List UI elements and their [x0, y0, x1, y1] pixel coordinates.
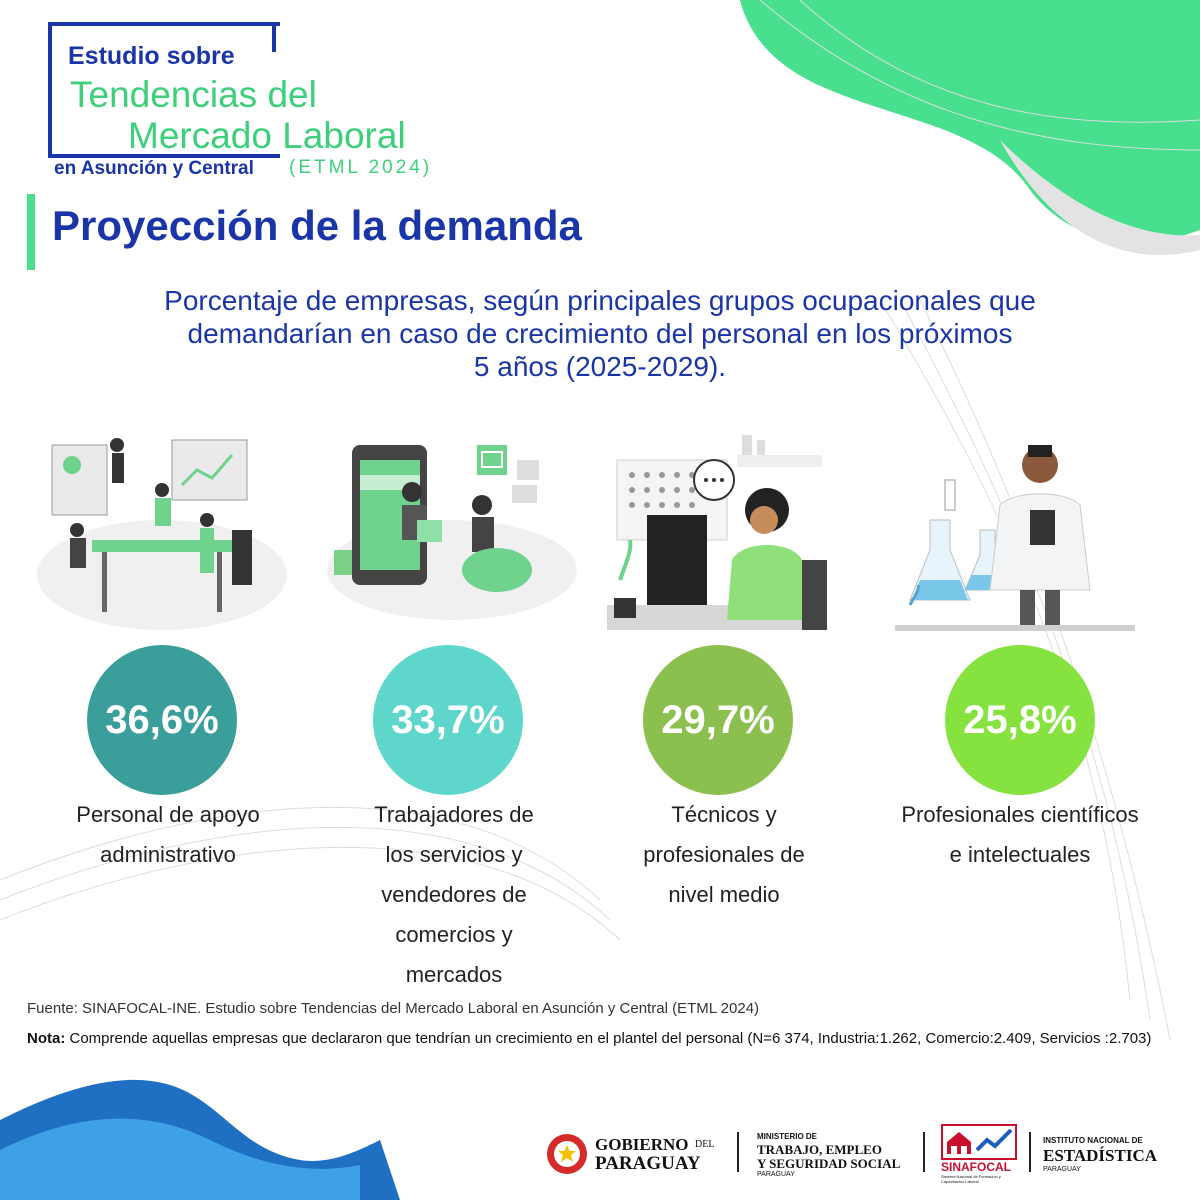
- top-right-green-blob: [740, 0, 1200, 242]
- gobierno-line1: GOBIERNO: [595, 1135, 689, 1154]
- category-label-line: Personal de apoyo: [76, 802, 260, 827]
- category-label-line: e intelectuales: [949, 842, 1091, 867]
- bottom-left-light-wave: [0, 1119, 360, 1200]
- value-label: 25,8%: [963, 697, 1077, 742]
- online-shopping-illustration: [322, 420, 582, 650]
- chart-title: [40, 284, 1160, 383]
- sinafocal-name: SINAFOCAL: [941, 1160, 1011, 1174]
- category-label: [880, 795, 1160, 875]
- office-team-illustration: [32, 420, 292, 650]
- category-label-line: los servicios y: [385, 842, 523, 867]
- chart-title-line: 5 años (2025-2029).: [473, 351, 727, 382]
- category-label: [324, 795, 584, 995]
- note-body: Comprende aquellas empresas que declararon que tendrían un crecimiento en el plantel del personal (N=6 374, Industria:1.262, Comercio:2.409, Servicios :2.703): [65, 1030, 1152, 1047]
- gobierno-del: DEL: [695, 1139, 715, 1150]
- category-label-line: profesionales de: [643, 842, 805, 867]
- ministerio-small: MINISTERIO DE: [757, 1132, 818, 1141]
- value-label: 29,7%: [661, 697, 775, 742]
- ine-small: INSTITUTO NACIONAL DE: [1043, 1136, 1143, 1145]
- study-title-line1: Tendencias del: [70, 74, 317, 115]
- institution-logos: [545, 1122, 1185, 1182]
- value-circle: [87, 645, 237, 795]
- gobierno-line2: PARAGUAY: [595, 1153, 701, 1174]
- category-label-line: nivel medio: [668, 882, 780, 907]
- ine-country: PARAGUAY: [1043, 1166, 1081, 1173]
- value-circle: [373, 645, 523, 795]
- source-text: Fuente: SINAFOCAL-INE. Estudio sobre Tendencias del Mercado Laboral en Asunción y Central (ETML 2024): [27, 1000, 760, 1017]
- sinafocal-subtitle: Sistema Nacional de Formación y Capacitación Laboral: [941, 1174, 1001, 1184]
- category-label-line: mercados: [405, 962, 503, 987]
- call-center-illustration: [602, 420, 862, 650]
- chart-title-line: Porcentaje de empresas, según principales grupos ocupacionales que: [164, 285, 1036, 316]
- note-text: [27, 1026, 1177, 1051]
- section-accent-bar: [27, 194, 35, 270]
- category-label-line: Técnicos y: [671, 802, 777, 827]
- study-prefix: Estudio sobre: [68, 42, 235, 70]
- category-label-line: vendedores de: [381, 882, 527, 907]
- ministerio-line2: Y SEGURIDAD SOCIAL: [757, 1156, 901, 1171]
- logo-separator: [923, 1132, 925, 1172]
- value-label: 36,6%: [105, 697, 219, 742]
- section-title: Proyección de la demanda: [52, 202, 582, 249]
- category-label-line: Profesionales científicos: [901, 802, 1139, 827]
- value-circle: [945, 645, 1095, 795]
- study-location: en Asunción y Central: [54, 158, 254, 179]
- study-code: (ETML 2024): [289, 157, 433, 178]
- sinafocal-logo-icon: [941, 1124, 1017, 1160]
- logo-separator: [1029, 1132, 1031, 1172]
- category-label-line: comercios y: [395, 922, 513, 947]
- study-title-line2: Mercado Laboral: [128, 115, 406, 156]
- category-label: [594, 795, 854, 915]
- title-frame-edge: [272, 22, 276, 52]
- value-circle: [643, 645, 793, 795]
- note-label: Nota:: [27, 1030, 66, 1047]
- category-label-line: administrativo: [100, 842, 236, 867]
- ministerio-line1: TRABAJO, EMPLEO: [757, 1142, 882, 1157]
- scientist-lab-illustration: [890, 420, 1150, 650]
- ine-main: ESTADÍSTICA: [1043, 1146, 1158, 1165]
- value-label: 33,7%: [391, 697, 505, 742]
- logo-separator: [737, 1132, 739, 1172]
- category-label-line: Trabajadores de: [374, 802, 534, 827]
- paraguay-seal-icon: [545, 1132, 589, 1176]
- chart-title-line: demandarían en caso de crecimiento del personal en los próximos: [187, 318, 1013, 349]
- category-label: [38, 795, 298, 875]
- ministerio-country: PARAGUAY: [757, 1171, 795, 1178]
